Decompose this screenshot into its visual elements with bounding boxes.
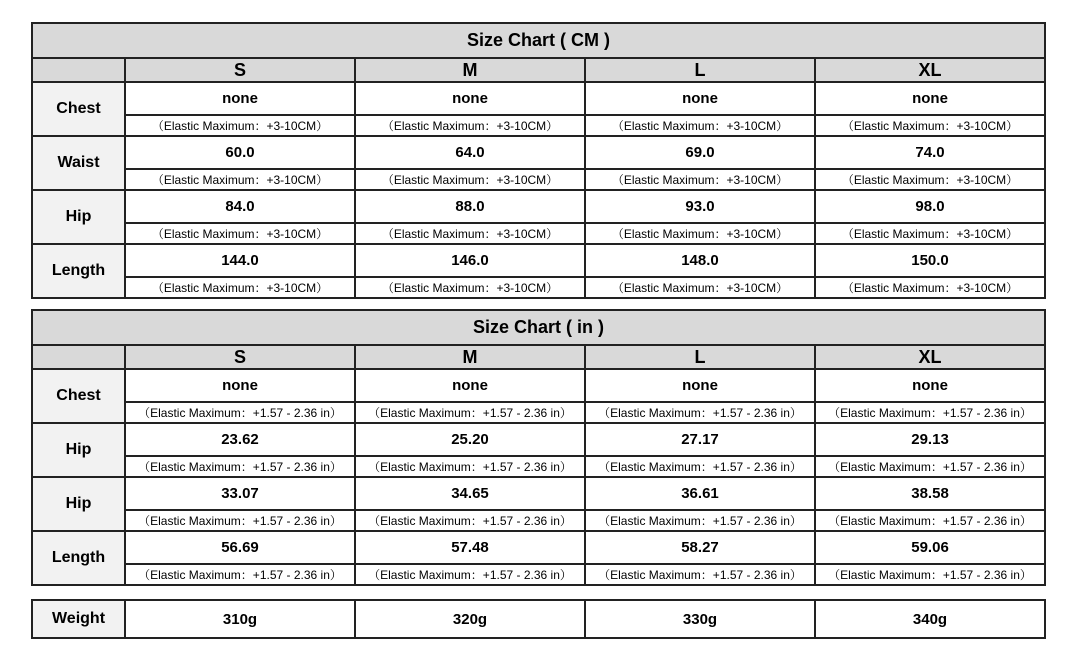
size-header-xl: XL — [815, 345, 1045, 369]
elastic-note: （Elastic Maximum：+1.57 - 2.36 in） — [585, 402, 815, 423]
value-cell: 150.0 — [815, 244, 1045, 277]
value-cell: none — [355, 82, 585, 115]
note-row — [32, 277, 1045, 298]
row-label-weight: Weight — [32, 600, 125, 638]
elastic-note: （Elastic Maximum：+3-10CM） — [355, 169, 585, 190]
table-row — [32, 423, 1045, 456]
value-cell: 148.0 — [585, 244, 815, 277]
value-cell: 59.06 — [815, 531, 1045, 564]
corner-cell — [32, 58, 125, 82]
elastic-note: （Elastic Maximum：+3-10CM） — [585, 169, 815, 190]
table-row — [32, 600, 1045, 638]
value-cell: 38.58 — [815, 477, 1045, 510]
value-cell: 146.0 — [355, 244, 585, 277]
row-label-length: Length — [32, 531, 125, 585]
elastic-note: （Elastic Maximum：+1.57 - 2.36 in） — [125, 510, 355, 531]
value-cell: 84.0 — [125, 190, 355, 223]
note-row — [32, 115, 1045, 136]
value-cell: none — [585, 369, 815, 402]
size-header-m: M — [355, 345, 585, 369]
value-cell: none — [585, 82, 815, 115]
chart-title-in: Size Chart ( in ) — [32, 310, 1045, 345]
size-header-m: M — [355, 58, 585, 82]
elastic-note: （Elastic Maximum：+1.57 - 2.36 in） — [355, 510, 585, 531]
value-cell: 23.62 — [125, 423, 355, 456]
weight-table — [31, 599, 1046, 639]
elastic-note: （Elastic Maximum：+1.57 - 2.36 in） — [125, 402, 355, 423]
elastic-note: （Elastic Maximum：+3-10CM） — [125, 169, 355, 190]
elastic-note: （Elastic Maximum：+3-10CM） — [585, 277, 815, 298]
value-cell: 58.27 — [585, 531, 815, 564]
row-label-waist: Waist — [32, 136, 125, 190]
elastic-note: （Elastic Maximum：+1.57 - 2.36 in） — [815, 510, 1045, 531]
elastic-note: （Elastic Maximum：+1.57 - 2.36 in） — [815, 402, 1045, 423]
elastic-note: （Elastic Maximum：+1.57 - 2.36 in） — [585, 510, 815, 531]
value-cell: none — [355, 369, 585, 402]
elastic-note: （Elastic Maximum：+3-10CM） — [585, 115, 815, 136]
elastic-note: （Elastic Maximum：+3-10CM） — [355, 115, 585, 136]
size-header-l: L — [585, 345, 815, 369]
note-row — [32, 169, 1045, 190]
value-cell: 34.65 — [355, 477, 585, 510]
elastic-note: （Elastic Maximum：+3-10CM） — [815, 223, 1045, 244]
row-label-hip-2: Hip — [32, 477, 125, 531]
weight-value-l: 330g — [585, 600, 815, 638]
elastic-note: （Elastic Maximum：+3-10CM） — [125, 277, 355, 298]
table-row — [32, 531, 1045, 564]
value-cell: 98.0 — [815, 190, 1045, 223]
value-cell: 144.0 — [125, 244, 355, 277]
value-cell: 27.17 — [585, 423, 815, 456]
table-row — [32, 244, 1045, 277]
elastic-note: （Elastic Maximum：+1.57 - 2.36 in） — [355, 456, 585, 477]
value-cell: 36.61 — [585, 477, 815, 510]
value-cell: none — [815, 369, 1045, 402]
elastic-note: （Elastic Maximum：+1.57 - 2.36 in） — [815, 456, 1045, 477]
elastic-note: （Elastic Maximum：+1.57 - 2.36 in） — [585, 456, 815, 477]
value-cell: none — [125, 82, 355, 115]
elastic-note: （Elastic Maximum：+3-10CM） — [125, 115, 355, 136]
value-cell: 93.0 — [585, 190, 815, 223]
row-label-hip: Hip — [32, 423, 125, 477]
value-cell: 29.13 — [815, 423, 1045, 456]
elastic-note: （Elastic Maximum：+1.57 - 2.36 in） — [355, 402, 585, 423]
elastic-note: （Elastic Maximum：+3-10CM） — [355, 223, 585, 244]
elastic-note: （Elastic Maximum：+1.57 - 2.36 in） — [815, 564, 1045, 585]
elastic-note: （Elastic Maximum：+1.57 - 2.36 in） — [125, 564, 355, 585]
table-row — [32, 369, 1045, 402]
elastic-note: （Elastic Maximum：+3-10CM） — [585, 223, 815, 244]
size-header-xl: XL — [815, 58, 1045, 82]
row-label-chest: Chest — [32, 82, 125, 136]
value-cell: 33.07 — [125, 477, 355, 510]
row-label-length: Length — [32, 244, 125, 298]
note-row — [32, 402, 1045, 423]
value-cell: 60.0 — [125, 136, 355, 169]
table-row — [32, 477, 1045, 510]
elastic-note: （Elastic Maximum：+3-10CM） — [125, 223, 355, 244]
size-header-s: S — [125, 345, 355, 369]
size-header-l: L — [585, 58, 815, 82]
size-chart-in — [31, 309, 1046, 586]
weight-value-xl: 340g — [815, 600, 1045, 638]
table-row — [32, 136, 1045, 169]
value-cell: 69.0 — [585, 136, 815, 169]
elastic-note: （Elastic Maximum：+3-10CM） — [815, 115, 1045, 136]
chart-title-cm: Size Chart ( CM ) — [32, 23, 1045, 58]
value-cell: 88.0 — [355, 190, 585, 223]
elastic-note: （Elastic Maximum：+3-10CM） — [355, 277, 585, 298]
elastic-note: （Elastic Maximum：+1.57 - 2.36 in） — [355, 564, 585, 585]
row-label-hip: Hip — [32, 190, 125, 244]
value-cell: 57.48 — [355, 531, 585, 564]
elastic-note: （Elastic Maximum：+3-10CM） — [815, 169, 1045, 190]
note-row — [32, 564, 1045, 585]
elastic-note: （Elastic Maximum：+3-10CM） — [815, 277, 1045, 298]
value-cell: 56.69 — [125, 531, 355, 564]
note-row — [32, 456, 1045, 477]
weight-value-m: 320g — [355, 600, 585, 638]
value-cell: 74.0 — [815, 136, 1045, 169]
elastic-note: （Elastic Maximum：+1.57 - 2.36 in） — [585, 564, 815, 585]
table-row — [32, 190, 1045, 223]
row-label-chest: Chest — [32, 369, 125, 423]
note-row — [32, 510, 1045, 531]
size-chart-cm — [31, 22, 1046, 299]
corner-cell — [32, 345, 125, 369]
table-row — [32, 82, 1045, 115]
value-cell: none — [125, 369, 355, 402]
value-cell: 25.20 — [355, 423, 585, 456]
elastic-note: （Elastic Maximum：+1.57 - 2.36 in） — [125, 456, 355, 477]
value-cell: none — [815, 82, 1045, 115]
note-row — [32, 223, 1045, 244]
value-cell: 64.0 — [355, 136, 585, 169]
size-header-s: S — [125, 58, 355, 82]
weight-value-s: 310g — [125, 600, 355, 638]
